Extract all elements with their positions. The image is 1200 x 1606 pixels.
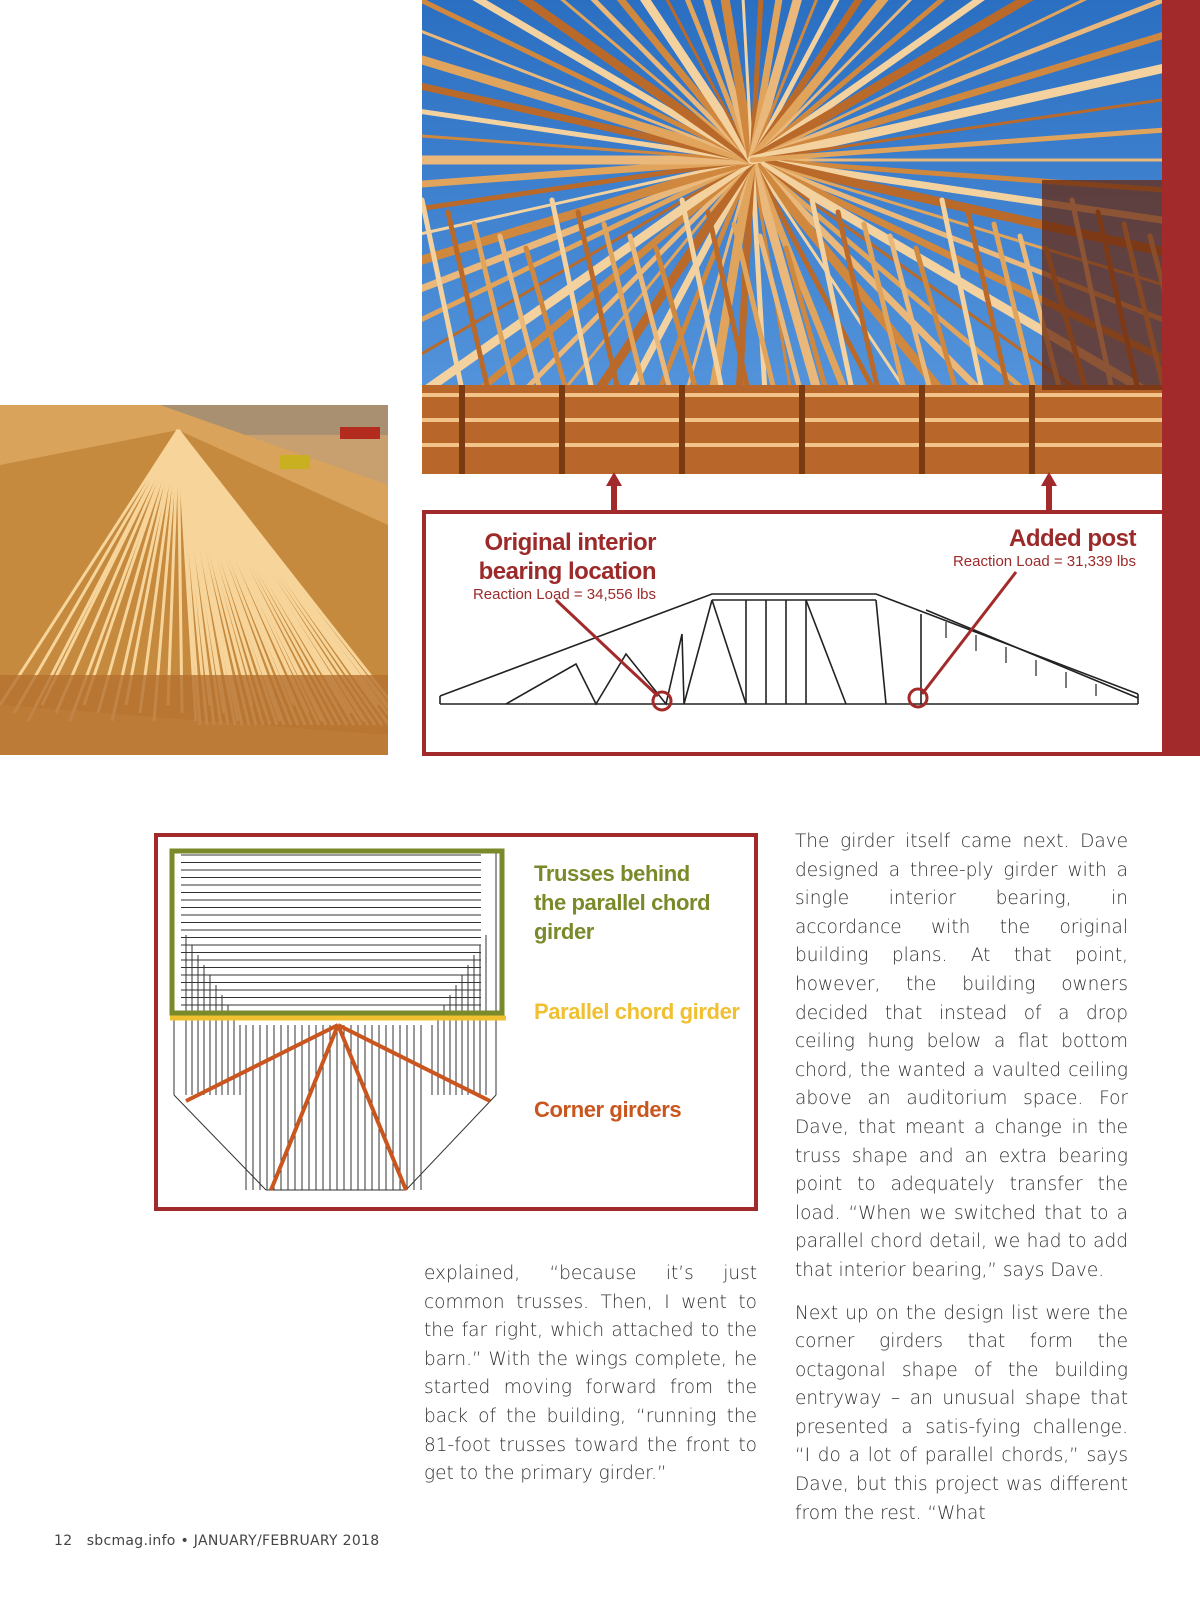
footer-bullet: • bbox=[180, 1533, 190, 1549]
original-bearing-load: Reaction Load = 34,556 lbs bbox=[472, 586, 656, 603]
article-column-1 bbox=[424, 1260, 757, 1503]
site-link[interactable]: sbcmag.info bbox=[86, 1533, 176, 1549]
floor-plan-box bbox=[154, 833, 758, 1211]
page-number: 12 bbox=[54, 1533, 73, 1549]
truss-elevation-drawing bbox=[426, 514, 1162, 752]
legend-parallel-chord: Parallel chord girder bbox=[534, 999, 740, 1024]
original-bearing-title-2: bearing location bbox=[478, 558, 656, 585]
original-bearing-title-1: Original interior bbox=[484, 529, 656, 556]
page-footer bbox=[54, 1533, 379, 1549]
legend-trusses-behind: Trusses behind the parallel chord girder bbox=[534, 861, 711, 944]
added-post-load: Reaction Load = 31,339 lbs bbox=[952, 553, 1136, 570]
roof-plan-drawing bbox=[166, 845, 516, 1205]
column-1-paragraph: explained, “because it’s just common trusses. Then, I went to the far right, which attached to the barn.” With the wings complete, he started moving forward from the back of the building, “running the 81-foot trusses toward the front to get to the primary girder.” bbox=[424, 1263, 757, 1485]
truss-callout-box bbox=[422, 510, 1166, 756]
column-2-paragraph-1: The girder itself came next. Dave designed a three-ply girder with a single interior bearing, in accordance with the original building plans. At that point, however, the building owners decided that instead of a drop ceiling hung below a flat bottom chord, the wanted a vaulted ceiling above an auditorium space. For Dave, that meant a change in the truss shape and an extra bearing point to adequately transfer the load. “When we switched that to a parallel chord detail, we had to add that interior bearing,” says Dave. bbox=[795, 831, 1128, 1281]
article-column-2 bbox=[795, 828, 1128, 1542]
column-2-paragraph-2: Next up on the design list were the corner girders that form the octagonal shape of the building entryway – an unusual shape that presented a satis-fying challenge. “I do a lot of parallel chords,” says Dave, but this project was different from the rest. “What bbox=[795, 1302, 1128, 1524]
callout-arrows bbox=[600, 472, 1060, 512]
legend-corner-girders: Corner girders bbox=[534, 1097, 682, 1122]
page-edge-bar bbox=[1162, 0, 1200, 756]
added-post-title: Added post bbox=[1009, 525, 1136, 552]
truss-framing-photo bbox=[422, 0, 1162, 474]
issue-date: JANUARY/FEBRUARY 2018 bbox=[193, 1533, 380, 1549]
aerial-roof-photo bbox=[0, 405, 388, 755]
